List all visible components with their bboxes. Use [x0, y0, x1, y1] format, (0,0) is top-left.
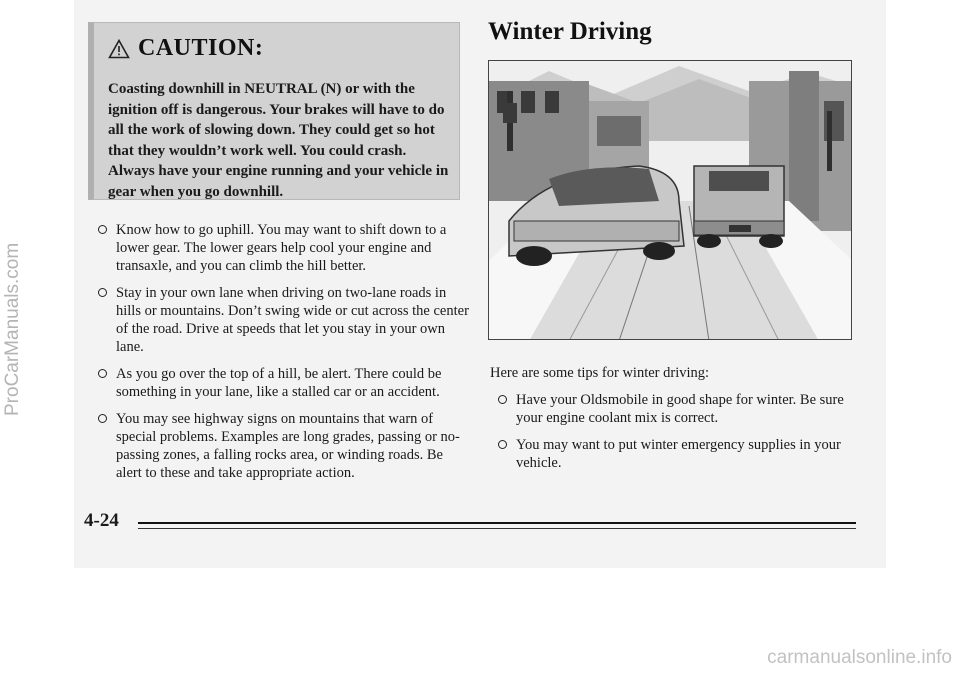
winter-bullet-list — [492, 391, 864, 481]
list-item: As you go over the top of a hill, be alert. There could be something in your lane, like a stalled car or an accident. — [92, 365, 472, 401]
bullet-icon — [498, 395, 507, 404]
list-item: Stay in your own lane when driving on two-lane roads in hills or mountains. Don’t swing wide or cut across the center of the road. Drive at speeds that let you stay in your own lane. — [92, 284, 472, 356]
intro-text: Here are some tips for winter driving: — [490, 365, 710, 381]
list-item: Have your Oldsmobile in good shape for winter. Be sure your engine coolant mix is correct. — [492, 391, 864, 427]
warning-triangle-icon — [108, 39, 130, 59]
caution-text: Coasting downhill in NEUTRAL (N) or with the ignition off is dangerous. Your brakes will have to do all the work of slowing down. They could get so hot that they wouldn’t work well. You could crash. Always have your engine running and your vehicle in gear when you go downhill. — [108, 81, 449, 200]
list-item: Know how to go uphill. You may want to shift down to a lower gear. The lower gears help cool your engine and transaxle, and you can climb the hill better. — [92, 221, 472, 275]
list-item: You may want to put winter emergency supplies in your vehicle. — [492, 436, 864, 472]
caution-box — [88, 22, 460, 200]
winter-street-illustration — [488, 60, 852, 340]
page-number: 4-24 — [84, 510, 119, 531]
side-watermark: ProCarManuals.com — [2, 242, 23, 416]
section-title: Winter Driving — [488, 18, 652, 45]
list-item: You may see highway signs on mountains that warn of special problems. Examples are long grades, passing or no-passing zones, a falling rocks area, or winding roads. Be alert to these and take appropriate action. — [92, 410, 472, 482]
bullet-icon — [498, 440, 507, 449]
bullet-icon — [98, 288, 107, 297]
footer-rule-thin — [138, 528, 856, 529]
footer-rule — [138, 522, 856, 524]
left-bullet-list — [92, 221, 472, 491]
caution-title: CAUTION: — [138, 35, 264, 61]
bullet-icon — [98, 225, 107, 234]
bottom-watermark: carmanualsonline.info — [767, 647, 952, 668]
bullet-icon — [98, 369, 107, 378]
caution-header — [108, 35, 263, 62]
bullet-icon — [98, 414, 107, 423]
winter-street-drawing — [489, 61, 852, 340]
